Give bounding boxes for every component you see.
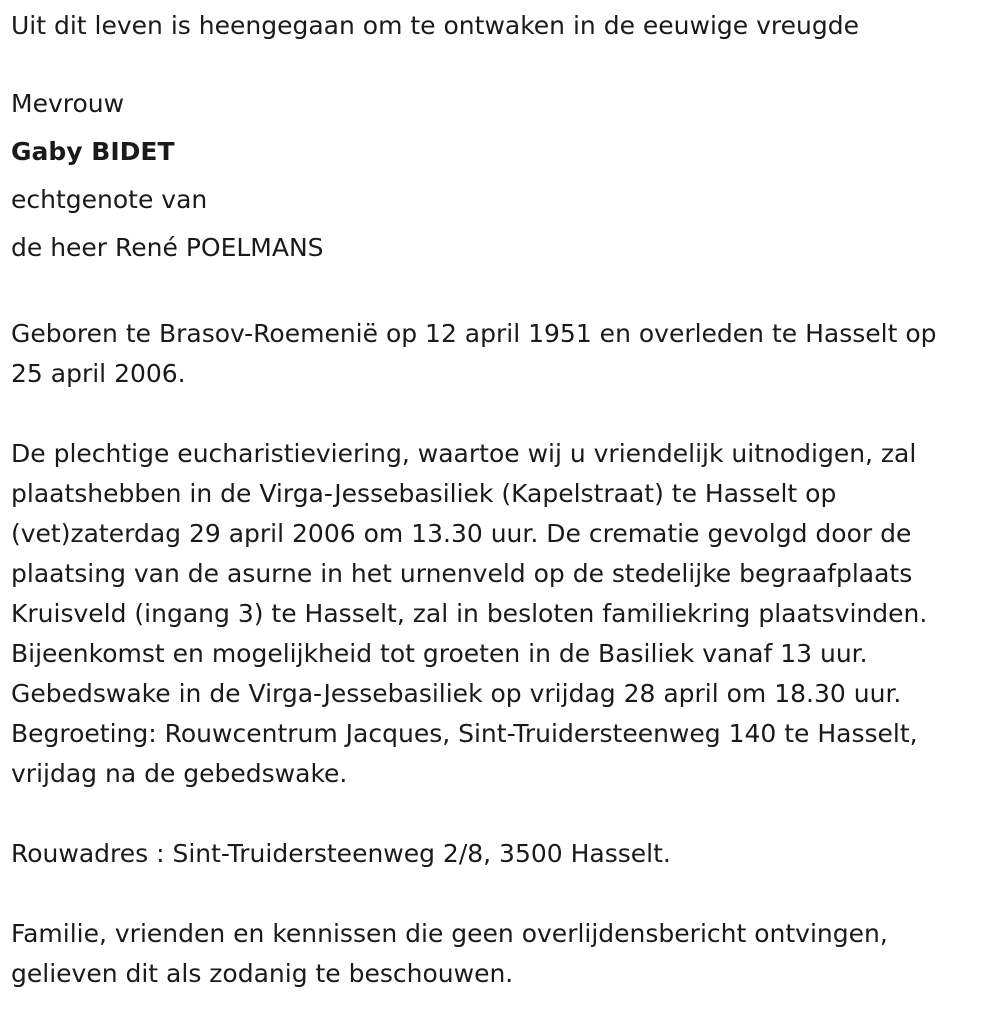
spacer bbox=[11, 874, 1000, 914]
birth-death-line: 25 april 2006. bbox=[11, 359, 186, 388]
closing-line: Familie, vrienden en kennissen die geen overlijdensbericht ontvingen, bbox=[11, 919, 888, 948]
birth-death-paragraph bbox=[11, 314, 1000, 394]
ceremony-line: De plechtige eucharistieviering, waartoe wij u vriendelijk uitnodigen, zal bbox=[11, 439, 917, 468]
deceased-name: Gaby BIDET bbox=[11, 137, 175, 166]
ceremony-line: Gebedswake in de Virga-Jessebasiliek op vrijdag 28 april om 18.30 uur. bbox=[11, 679, 902, 708]
honorific: Mevrouw bbox=[11, 89, 125, 118]
ceremony-line: Bijeenkomst en mogelijkheid tot groeten in de Basiliek vanaf 13 uur. bbox=[11, 639, 868, 668]
ceremony-paragraph bbox=[11, 434, 1000, 794]
closing-paragraph bbox=[11, 914, 1000, 994]
closing-line: gelieven dit als zodanig te beschouwen. bbox=[11, 959, 514, 988]
spouse-name: de heer René POELMANS bbox=[11, 233, 324, 262]
name-block bbox=[11, 80, 1000, 272]
spacer bbox=[11, 272, 1000, 314]
mourning-address: Rouwadres : Sint-Truidersteenweg 2/8, 3500 Hasselt. bbox=[11, 839, 671, 868]
ceremony-line: vrijdag na de gebedswake. bbox=[11, 759, 348, 788]
ceremony-line: plaatshebben in de Virga-Jessebasiliek (Kapelstraat) te Hasselt op bbox=[11, 479, 837, 508]
spacer bbox=[11, 794, 1000, 834]
intro-text: Uit dit leven is heengegaan om te ontwaken in de eeuwige vreugde bbox=[11, 11, 859, 40]
spacer bbox=[11, 394, 1000, 434]
spouse-relation: echtgenote van bbox=[11, 185, 208, 214]
ceremony-line: Kruisveld (ingang 3) te Hasselt, zal in besloten familiekring plaatsvinden. bbox=[11, 599, 928, 628]
ceremony-line: (vet)zaterdag 29 april 2006 om 13.30 uur. De crematie gevolgd door de bbox=[11, 519, 912, 548]
ceremony-line: plaatsing van de asurne in het urnenveld op de stedelijke begraafplaats bbox=[11, 559, 913, 588]
ceremony-line: Begroeting: Rouwcentrum Jacques, Sint-Truidersteenweg 140 te Hasselt, bbox=[11, 719, 918, 748]
obituary-document bbox=[0, 6, 1000, 994]
birth-death-line: Geboren te Brasov-Roemenië op 12 april 1951 en overleden te Hasselt op bbox=[11, 319, 937, 348]
